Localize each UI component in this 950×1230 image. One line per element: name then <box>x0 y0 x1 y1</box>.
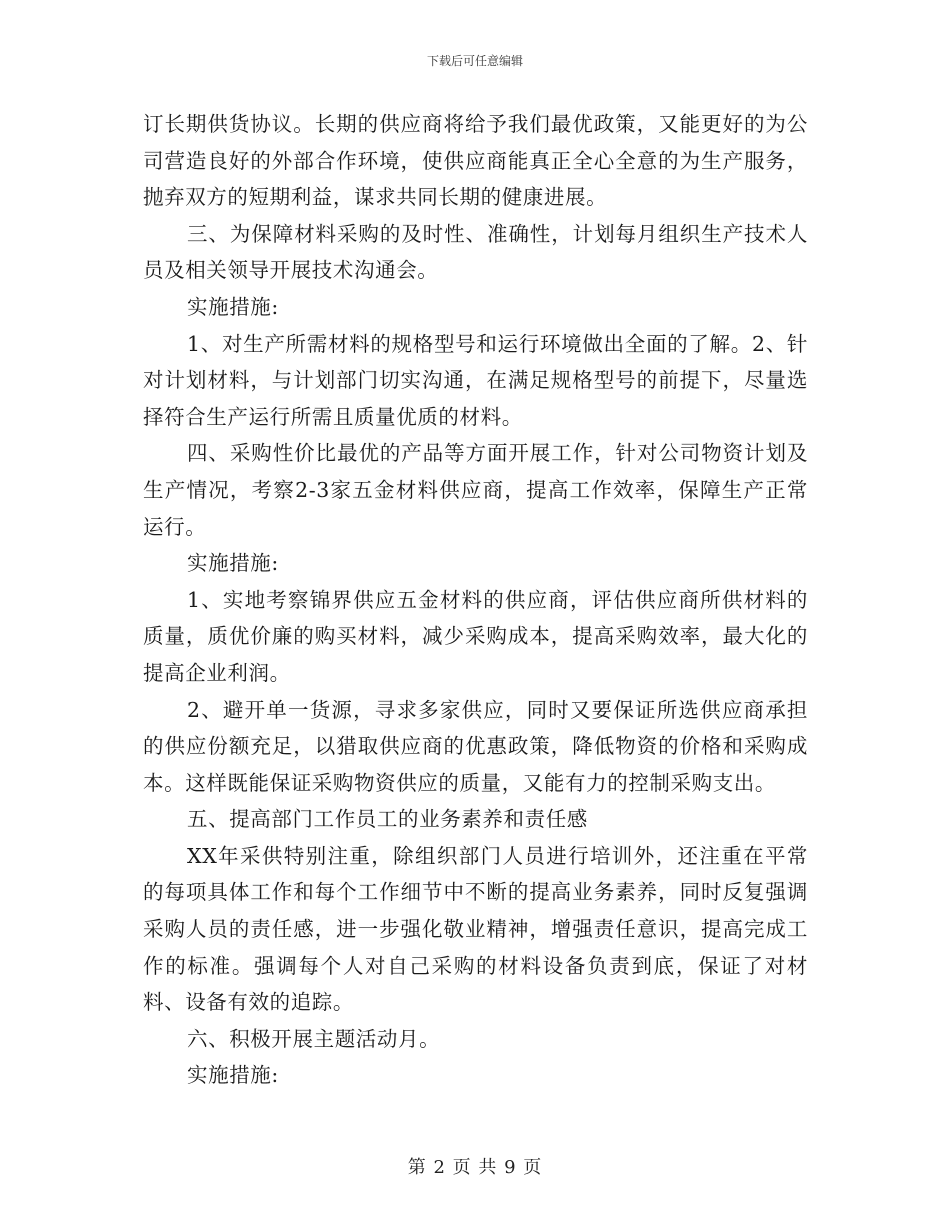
paragraph: 订长期供货协议。长期的供应商将给予我们最优政策，又能更好的为公司营造良好的外部合作环境，使供应商能真正全心全意的为生产服务，抛弃双方的短期利益，谋求共同长期的健康进展。 <box>143 112 808 210</box>
paragraph: 1、对生产所需材料的规格型号和运行环境做出全面的了解。2、针对计划材料，与计划部门切实沟通，在满足规格型号的前提下，尽量选择符合生产运行所需且质量优质的材料。 <box>143 331 808 429</box>
paragraph: XX年采供特别注重，除组织部门人员进行培训外，还注重在平常的每项具体工作和每个工作细节中不断的提高业务素养，同时反复强调采购人员的责任感，进一步强化敬业精神，增强责任意识，提高完成工作的标准。强调每个人对自己采购的材料设备负责到底，保证了对材料、设备有效的追踪。 <box>143 843 808 1015</box>
page-header: 下载后可任意编辑 <box>426 54 523 68</box>
page-footer: 第 2 页 共 9 页 <box>407 1157 543 1178</box>
paragraph: 四、采购性价比最优的产品等方面开展工作，针对公司物资计划及生产情况，考察2-3家五金材料供应商，提高工作效率，保障生产正常运行。 <box>143 441 808 539</box>
paragraph: 六、积极开展主题活动月。 <box>187 1026 441 1051</box>
paragraph: 实施措施: <box>187 294 279 319</box>
paragraph: 实施措施: <box>187 551 279 576</box>
document-body <box>143 106 808 1094</box>
paragraph: 五、提高部门工作员工的业务素养和责任感 <box>187 807 588 832</box>
paragraph: 2、避开单一货源，寻求多家供应，同时又要保证所选供应商承担的供应份额充足，以猎取供应商的优惠政策，降低物资的价格和采购成本。这样既能保证采购物资供应的质量，又能有力的控制采购支出。 <box>143 697 808 795</box>
paragraph: 三、为保障材料采购的及时性、准确性，计划每月组织生产技术人员及相关领导开展技术沟通会。 <box>143 221 808 283</box>
paragraph: 1、实地考察锦界供应五金材料的供应商，评估供应商所供材料的质量，质优价廉的购买材料，减少采购成本，提高采购效率，最大化的提高企业利润。 <box>143 587 808 685</box>
paragraph: 实施措施: <box>187 1063 279 1088</box>
